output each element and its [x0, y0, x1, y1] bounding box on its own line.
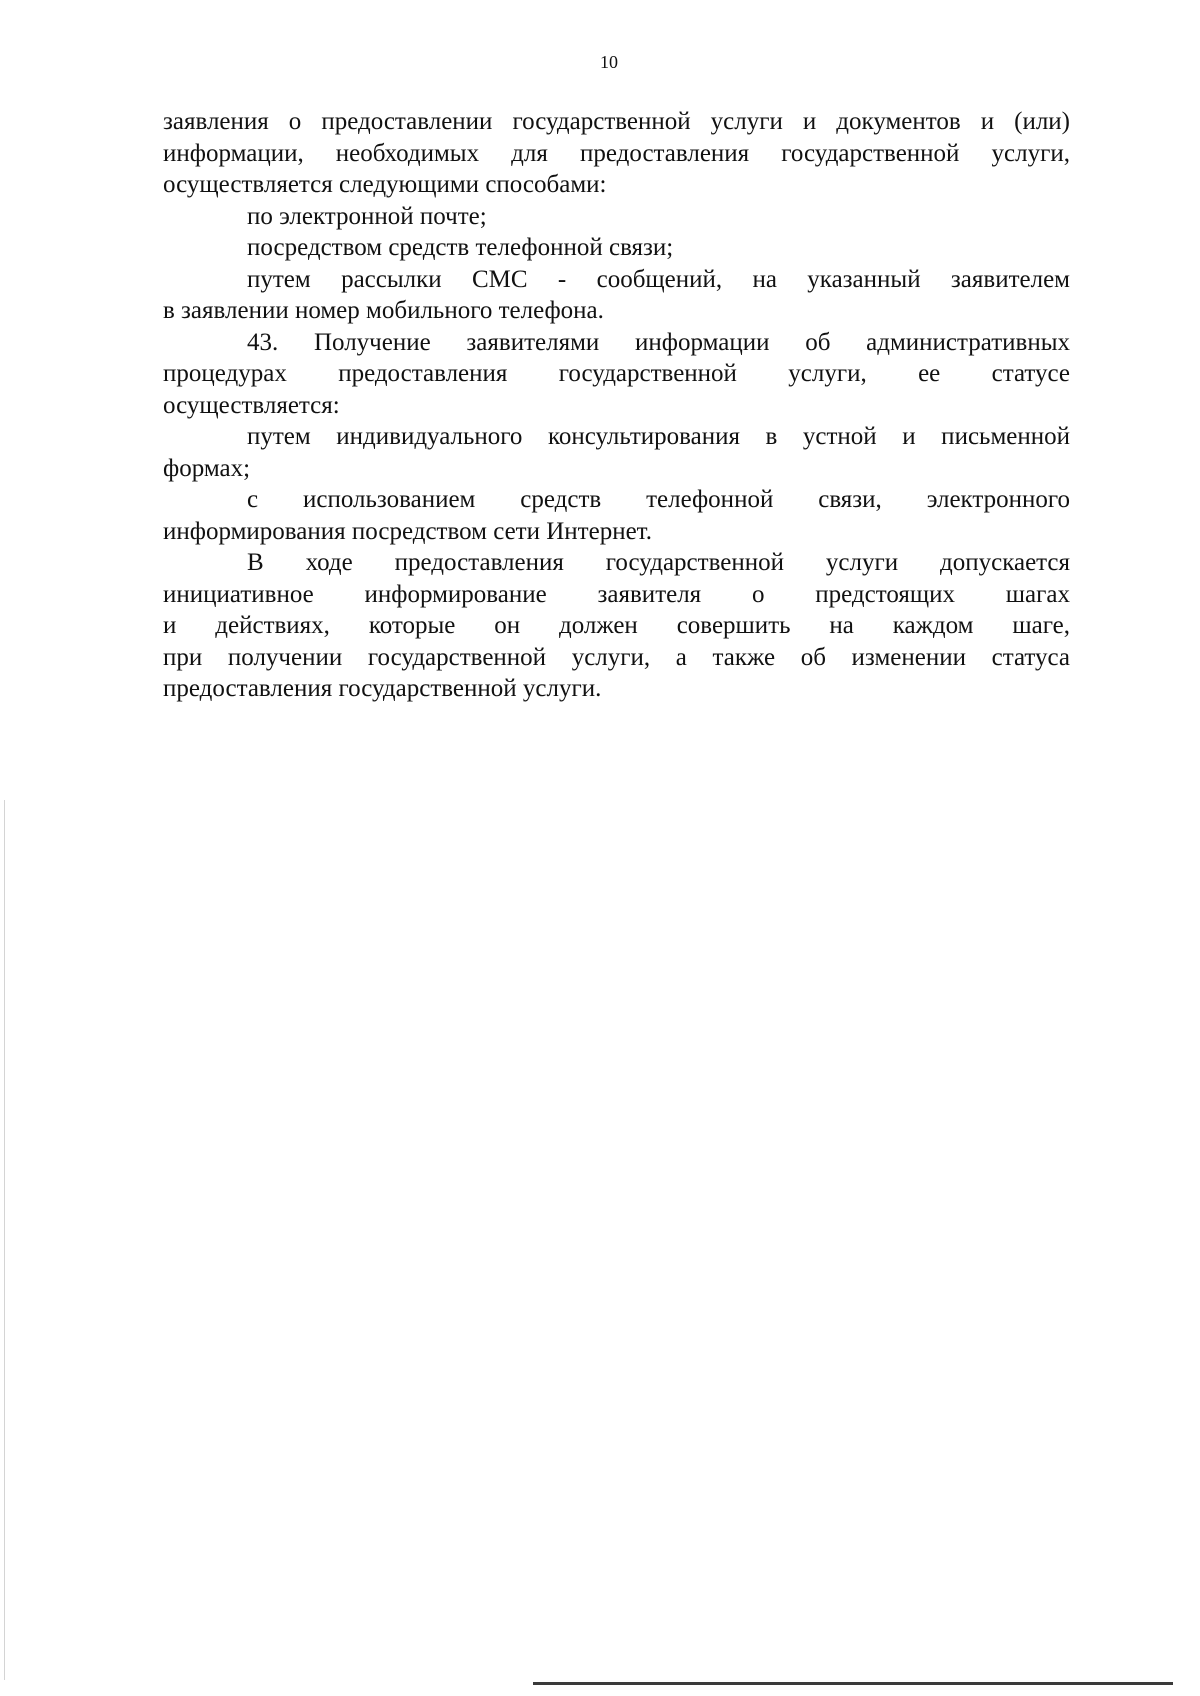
text-line: заявления о предоставлении государственной услуги и документов и (или) [163, 108, 1070, 135]
text-line: осуществляется: [163, 391, 340, 419]
text-line: осуществляется следующими способами: [163, 171, 607, 198]
text-line: по электронной почте; [247, 202, 487, 230]
text-line: и действиях, которые он должен совершить на каждом шаге, [163, 612, 1070, 639]
text-line: с использованием средств телефонной связи, электронного [247, 486, 1070, 513]
page-number: 10 [600, 52, 618, 72]
text-line: путем индивидуального консультирования в устной и письменной [247, 423, 1070, 450]
text-line: процедурах предоставления государственной услуги, ее статусе [163, 360, 1070, 387]
text-line: информации, необходимых для предоставления государственной услуги, [163, 139, 1070, 167]
document-body [163, 106, 1070, 705]
scan-bottom-rule [533, 1682, 1173, 1685]
text-line: в заявлении номер мобильного телефона. [163, 297, 604, 324]
scan-edge-line [4, 800, 5, 1680]
text-line: посредством средств телефонной связи; [247, 234, 674, 261]
text-line: инициативное информирование заявителя о предстоящих шагах [163, 580, 1070, 608]
text-line: 43. Получение заявителями информации об административных [247, 328, 1070, 356]
text-line: информирования посредством сети Интернет. [163, 517, 652, 545]
text-line: формах; [163, 454, 251, 482]
text-line: путем рассылки СМС - сообщений, на указанный заявителем [247, 265, 1070, 293]
text-line: предоставления государственной услуги. [163, 675, 602, 702]
text-line: В ходе предоставления государственной услуги допускается [247, 549, 1070, 576]
text-line: при получении государственной услуги, а также об изменении статуса [163, 643, 1070, 671]
